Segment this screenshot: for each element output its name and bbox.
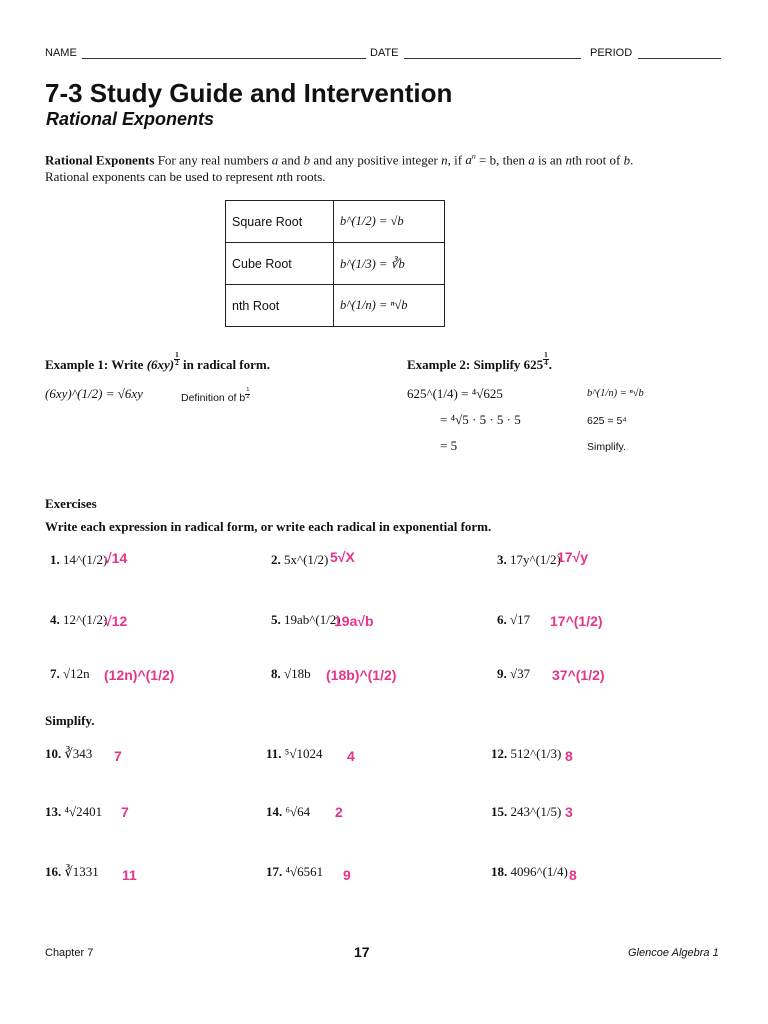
exercise-number: 3. (497, 552, 507, 567)
exercise-problem: 512^(1/3) (510, 746, 562, 761)
fraction: $\frac{1}{2}$ (246, 387, 250, 400)
exercise-problem: ∛1331 (64, 864, 99, 879)
example2-heading-text: Example 2: Simplify (407, 357, 521, 373)
example1-heading-end: in radical form. (182, 357, 270, 373)
footer-book: Glencoe Algebra 1 (628, 947, 719, 959)
fraction: $\frac{1}{2}$ (175, 351, 179, 368)
exercise-problem: ⁶√64 (285, 804, 311, 819)
example2-work-1: 625^(1/4) = ⁴√625 (407, 386, 503, 401)
simplify-13 (45, 804, 102, 820)
exercise-number: 7. (50, 666, 60, 681)
exercise-number: 6. (497, 612, 507, 627)
simplify-18 (491, 864, 568, 880)
exercise-number: 14. (266, 804, 283, 819)
example1-expr: (6xy) (146, 357, 175, 373)
exercise-problem: 17y^(1/2) (510, 552, 561, 567)
simplify-16-answer: 11 (122, 867, 137, 883)
simplify-11 (266, 746, 322, 762)
example1-note (181, 388, 250, 404)
exercise-9-answer: 37^(1/2) (552, 667, 605, 683)
intro-line2-a: Rational exponents can be used to represent (45, 169, 274, 184)
simplify-16 (45, 864, 99, 880)
exercise-problem: ⁵√1024 (284, 746, 323, 761)
simplify-14-answer: 2 (335, 804, 343, 820)
exercise-1 (50, 552, 107, 568)
exercise-problem: ⁴√2401 (64, 804, 103, 819)
exercises-heading: Exercises (45, 496, 97, 511)
intro-text-2: and any positive integer (313, 152, 438, 168)
intro-text-4: , then (496, 152, 525, 168)
exercise-7 (50, 666, 90, 682)
table-cell-expr: b^(1/2) = √b (334, 201, 445, 243)
footer-page-number: 17 (354, 944, 370, 960)
exercise-number: 17. (266, 864, 283, 879)
simplify-heading: Simplify. (45, 713, 95, 728)
example1-heading-text: Example 1: Write (45, 357, 144, 373)
exercise-7-answer: (12n)^(1/2) (104, 667, 175, 683)
exercise-problem: ⁴√6561 (285, 864, 324, 879)
exercise-4 (50, 612, 107, 628)
date-label: DATE (370, 47, 399, 59)
example1-note-text: Definition of b (181, 391, 246, 404)
intro-text-7: . (630, 152, 634, 168)
table-cell-expr: b^(1/n) = ⁿ√b (334, 285, 445, 327)
table-row (226, 243, 445, 285)
intro-and: and (281, 152, 301, 168)
intro-text-1: For any real numbers (157, 152, 269, 168)
example2-expr: 625 (523, 357, 544, 373)
exercise-number: 2. (271, 552, 281, 567)
simplify-15-answer: 3 (565, 804, 573, 820)
simplify-12 (491, 746, 561, 762)
exercise-problem: 19ab^(1/2) (284, 612, 341, 627)
example1-heading (45, 352, 270, 373)
exercise-number: 5. (271, 612, 281, 627)
exercise-number: 4. (50, 612, 60, 627)
intro-var-nth: n (565, 152, 572, 168)
intro-var-b: b (303, 152, 311, 168)
simplify-17-answer: 9 (343, 867, 351, 883)
intro-text-6: th root of (571, 152, 621, 168)
example1-work: (6xy)^(1/2) = √6xy (45, 386, 143, 401)
exercise-problem: ∛343 (64, 746, 93, 761)
exercise-3-answer: 17√y (557, 549, 589, 565)
intro-var-a: a (271, 152, 279, 168)
exercise-2 (271, 552, 328, 568)
name-label: NAME (45, 47, 77, 59)
simplify-10-answer: 7 (114, 748, 122, 764)
simplify-17 (266, 864, 323, 880)
intro-text-3: , if (447, 152, 463, 168)
exercise-6-answer: 17^(1/2) (550, 613, 603, 629)
name-field[interactable] (82, 58, 366, 59)
simplify-14 (266, 804, 310, 820)
example2-note-2: 625 = 5⁴ (587, 415, 627, 427)
table-cell-label: Square Root (226, 201, 334, 243)
date-field[interactable] (404, 58, 581, 59)
table-cell-label: nth Root (226, 285, 334, 327)
simplify-10 (45, 746, 92, 762)
exercise-3 (497, 552, 561, 568)
intro-line-1 (45, 152, 633, 168)
exercise-9 (497, 666, 530, 682)
intro-heading: Rational Exponents (45, 152, 155, 168)
exercise-number: 8. (271, 666, 281, 681)
period-label: PERIOD (590, 47, 633, 59)
table-cell-label: Cube Root (226, 243, 334, 285)
exercise-8-answer: (18b)^(1/2) (326, 667, 397, 683)
exercise-number: 13. (45, 804, 62, 819)
exercise-6 (497, 612, 530, 628)
exercise-5 (271, 612, 341, 628)
exercise-problem: 243^(1/5) (510, 804, 562, 819)
intro-var-b2: b (623, 152, 631, 168)
fraction: $\frac{1}{4}$ (544, 351, 548, 368)
exercise-number: 9. (497, 666, 507, 681)
intro-line2-n: n (276, 169, 283, 184)
example2-work-2: = ⁴√5 · 5 · 5 · 5 (440, 412, 521, 427)
exercise-number: 16. (45, 864, 62, 879)
example2-heading: Example 2: Simplify 625 $\frac{1}{4}$ . (407, 351, 552, 373)
exercise-8 (271, 666, 311, 682)
exercise-number: 12. (491, 746, 508, 761)
exercise-problem: 12^(1/2) (63, 612, 108, 627)
intro-var-n: n (441, 152, 448, 168)
exercise-1-answer: √14 (104, 550, 128, 566)
simplify-12-answer: 8 (565, 748, 573, 764)
table-row (226, 201, 445, 243)
exercise-4-answer: √12 (104, 613, 128, 629)
simplify-11-answer: 4 (347, 748, 355, 764)
page-title: 7-3 Study Guide and Intervention (45, 78, 453, 108)
exercise-number: 10. (45, 746, 62, 761)
period-field[interactable] (638, 58, 721, 59)
footer-chapter: Chapter 7 (45, 947, 94, 959)
exercise-number: 15. (491, 804, 508, 819)
intro-var-a2: a (528, 152, 535, 168)
intro-line2-c: th roots. (282, 169, 326, 184)
simplify-15 (491, 804, 561, 820)
exercise-number: 18. (491, 864, 508, 879)
exercise-problem: 4096^(1/4) (510, 864, 568, 879)
simplify-18-answer: 8 (569, 867, 577, 883)
page-subtitle: Rational Exponents (46, 109, 215, 129)
intro-text-5: is an (537, 152, 563, 168)
exercise-problem: √12n (63, 666, 90, 681)
table-cell-expr: b^(1/3) = ∛b (334, 243, 445, 285)
exercise-problem: √17 (510, 612, 531, 627)
intro-eq: = b (479, 152, 497, 168)
exercise-problem: √18b (284, 666, 311, 681)
exercise-number: 11. (266, 746, 282, 761)
intro-line-2 (45, 169, 326, 185)
example2-work-3: = 5 (440, 438, 458, 453)
exercise-problem: √37 (510, 666, 531, 681)
exercise-problem: 14^(1/2) (63, 552, 108, 567)
exercise-2-answer: 5√X (330, 549, 355, 565)
exercise-5-answer: 19a√b (334, 613, 374, 629)
intro-power: $a^n$ (465, 152, 476, 168)
table-row (226, 285, 445, 327)
simplify-13-answer: 7 (121, 804, 129, 820)
exercises-instruction: Write each expression in radical form, or write each radical in exponential form. (45, 519, 492, 534)
exercise-number: 1. (50, 552, 60, 567)
roots-table (225, 200, 445, 327)
exercise-problem: 5x^(1/2) (284, 552, 329, 567)
example2-note-1: b^(1/n) = ⁿ√b (587, 388, 644, 399)
example2-note-3: Simplify. (587, 441, 626, 453)
